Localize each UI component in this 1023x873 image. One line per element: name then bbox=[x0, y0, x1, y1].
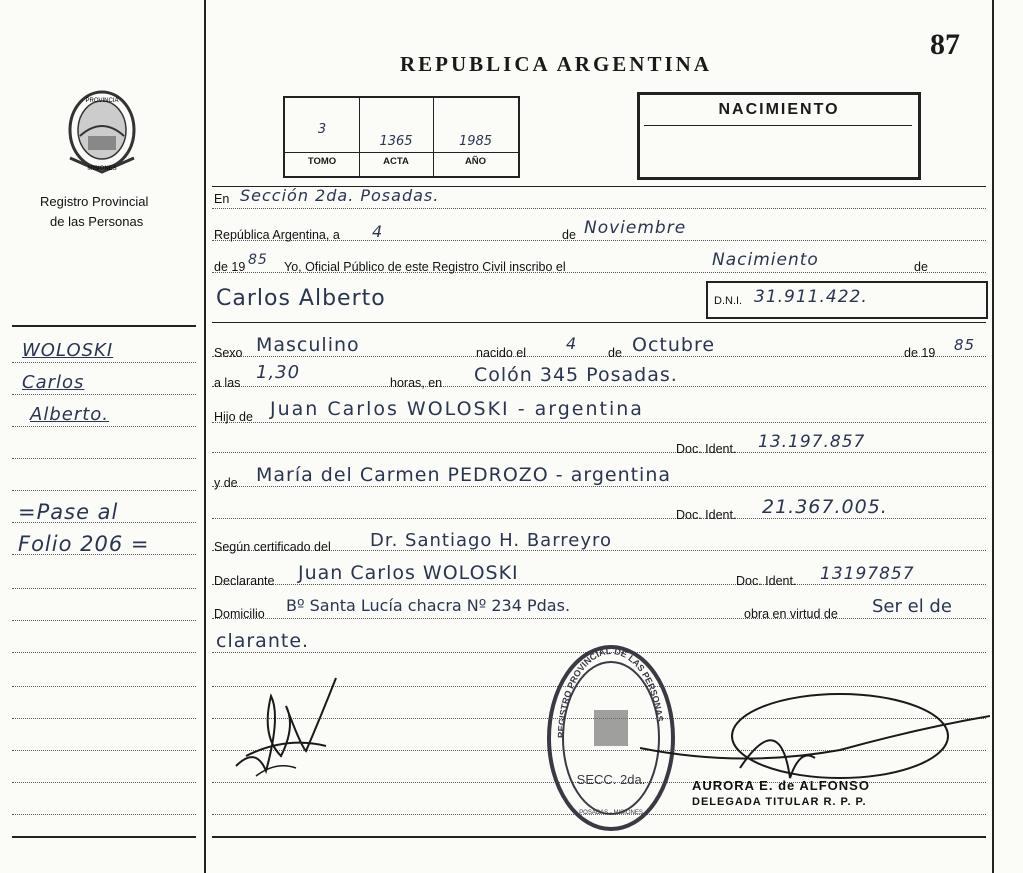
margin-rule bbox=[12, 325, 196, 327]
margin-divider bbox=[204, 0, 206, 873]
form-dots bbox=[212, 486, 986, 487]
doc-label-mother: Doc. Ident. bbox=[676, 508, 737, 522]
declarante-label: Declarante bbox=[214, 574, 275, 588]
child-name: Carlos Alberto bbox=[216, 286, 386, 311]
form-dots bbox=[212, 422, 986, 423]
margin-rule bbox=[12, 836, 196, 838]
document-title: REPUBLICA ARGENTINA bbox=[400, 52, 712, 76]
seccion-value: Sección 2da. Posadas. bbox=[240, 186, 440, 205]
father-doc-value: 13.197.857 bbox=[758, 432, 866, 452]
hora-value: 1,30 bbox=[256, 362, 301, 383]
margin-dots bbox=[12, 490, 196, 491]
margin-given-2: Alberto. bbox=[30, 404, 110, 425]
form-rule bbox=[212, 322, 986, 323]
margin-given-1: Carlos bbox=[22, 372, 85, 393]
act-inscribed-value: Nacimiento bbox=[712, 250, 819, 270]
sexo-label: Sexo bbox=[214, 346, 243, 360]
dni-value: 31.911.422. bbox=[754, 287, 868, 307]
month-value: Noviembre bbox=[584, 218, 687, 238]
republica-label: República Argentina, a bbox=[214, 228, 340, 242]
declarante-value: Juan Carlos WOLOSKI bbox=[298, 562, 519, 584]
margin-dots bbox=[12, 620, 196, 621]
acta-label: ACTA bbox=[383, 156, 409, 167]
margin-dots bbox=[12, 814, 196, 815]
stamp-bottom-text: POSADAS - MISIONES bbox=[579, 810, 643, 816]
stamp-ring-text: REGISTRO PROVINCIAL DE LAS PERSONAS bbox=[555, 645, 666, 739]
mother-value: María del Carmen PEDROZO - argentina bbox=[256, 464, 672, 486]
dni-label: D.N.I. bbox=[714, 295, 743, 307]
mother-doc-value: 21.367.005. bbox=[762, 496, 888, 518]
birth-month-value: Octubre bbox=[632, 334, 716, 356]
province-emblem-icon bbox=[62, 86, 142, 178]
margin-dots bbox=[12, 750, 196, 751]
birth-year-value: 85 bbox=[954, 336, 976, 354]
virtud-continuation: clarante. bbox=[216, 630, 310, 652]
horas-label: horas, en bbox=[390, 376, 443, 390]
register-rule bbox=[285, 152, 518, 153]
form-dots bbox=[212, 356, 986, 357]
margin-dots bbox=[12, 686, 196, 687]
stamp-center-text: SECC. 2da. bbox=[576, 772, 646, 787]
month-de-label: de bbox=[562, 228, 576, 242]
virtud-value: Ser el de bbox=[872, 596, 952, 617]
margin-dots bbox=[12, 426, 196, 427]
inscribo-text: Yo, Oficial Público de este Registro Civil inscribo el bbox=[284, 260, 566, 274]
act-type-rule bbox=[644, 125, 912, 126]
certificado-value: Dr. Santiago H. Barreyro bbox=[370, 530, 613, 551]
de-label: de bbox=[914, 260, 928, 274]
margin-note-1: =Pase al bbox=[18, 500, 119, 524]
registry-line-2: de las Personas bbox=[50, 214, 144, 229]
margin-dots bbox=[12, 782, 196, 783]
official-role: DELEGADA TITULAR R. P. P. bbox=[692, 796, 867, 808]
birth-day-value: 4 bbox=[566, 334, 578, 353]
form-dots bbox=[212, 584, 986, 585]
father-value: Juan Carlos WOLOSKI - argentina bbox=[270, 398, 644, 420]
margin-dots bbox=[12, 588, 196, 589]
obra-label: obra en virtud de bbox=[744, 607, 838, 621]
act-type: NACIMIENTO bbox=[718, 101, 840, 118]
margin-dots bbox=[12, 362, 196, 363]
official-name: AURORA E. de ALFONSO bbox=[692, 778, 870, 793]
margin-note-2: Folio 206 = bbox=[18, 532, 150, 556]
birth-month-de: de bbox=[608, 346, 622, 360]
form-dots bbox=[212, 518, 986, 519]
nacido-label: nacido el bbox=[476, 346, 527, 360]
acta-value: 1365 bbox=[379, 134, 413, 149]
form-dots bbox=[212, 386, 986, 387]
tomo-cell bbox=[285, 98, 360, 176]
register-box bbox=[283, 96, 520, 178]
margin-surname: WOLOSKI bbox=[22, 340, 114, 361]
doc-label-declarante: Doc. Ident. bbox=[736, 574, 797, 588]
acta-cell bbox=[359, 98, 434, 176]
sexo-value: Masculino bbox=[256, 334, 360, 356]
seccion-label: En bbox=[214, 192, 230, 206]
tomo-value: 3 bbox=[317, 122, 327, 137]
right-border bbox=[992, 0, 994, 873]
year-value: 85 bbox=[248, 252, 268, 268]
birth-year-prefix: de 19 bbox=[904, 346, 936, 360]
ano-cell bbox=[433, 98, 518, 176]
year-prefix: de 19 bbox=[214, 260, 246, 274]
birthplace-value: Colón 345 Posadas. bbox=[474, 364, 678, 386]
day-value: 4 bbox=[372, 222, 384, 241]
ano-value: 1985 bbox=[458, 134, 493, 149]
margin-dots bbox=[12, 652, 196, 653]
margin-dots bbox=[12, 394, 196, 395]
form-rule bbox=[212, 836, 986, 838]
margin-dots bbox=[12, 458, 196, 459]
form-dots bbox=[212, 208, 986, 209]
domicilio-value: Bº Santa Lucía chacra Nº 234 Pdas. bbox=[286, 596, 571, 615]
form-dots bbox=[212, 452, 986, 453]
tomo-label: TOMO bbox=[307, 156, 337, 167]
margin-dots bbox=[12, 718, 196, 719]
act-type-box bbox=[637, 92, 921, 180]
yde-label: y de bbox=[214, 476, 238, 490]
folio-number: 87 bbox=[930, 28, 960, 61]
emblem-bottom-text: MISIONES bbox=[87, 166, 117, 172]
domicilio-label: Domicilio bbox=[214, 607, 265, 621]
hijo-label: Hijo de bbox=[214, 410, 253, 424]
declarant-signature bbox=[226, 676, 346, 796]
declarante-doc-value: 13197857 bbox=[820, 564, 915, 584]
form-dots bbox=[212, 618, 986, 619]
certificado-label: Según certificado del bbox=[214, 540, 331, 554]
alas-label: a las bbox=[214, 376, 241, 390]
registry-line-1: Registro Provincial bbox=[40, 194, 149, 209]
ano-label: AÑO bbox=[464, 156, 487, 167]
doc-label-father: Doc. Ident. bbox=[676, 442, 737, 456]
emblem-top-text: PROVINCIA bbox=[85, 98, 119, 104]
